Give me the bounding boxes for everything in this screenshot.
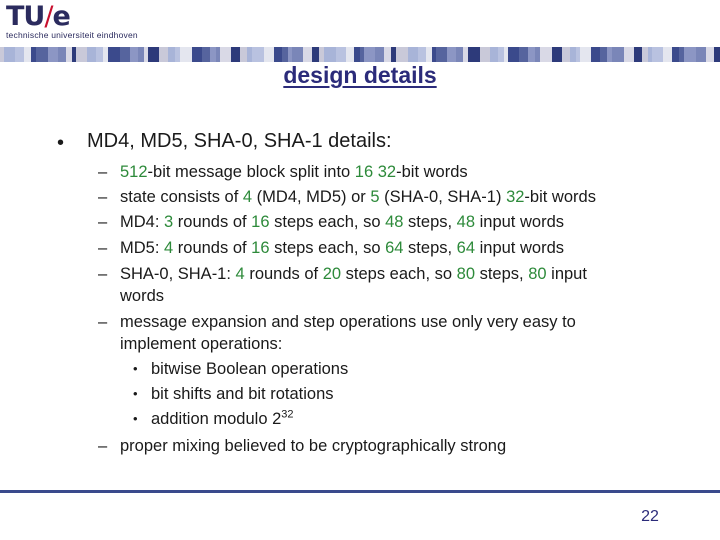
sub-bullet-dot: • xyxy=(133,361,138,376)
list-item: SHA-0, SHA-1: 4 rounds of 20 steps each, so 80 steps, 80 input xyxy=(120,265,587,283)
logo-subtitle: technische universiteit eindhoven xyxy=(6,30,138,40)
list-item: MD5: 4 rounds of 16 steps each, so 64 steps, 64 input words xyxy=(120,239,564,257)
list-item-continuation: words xyxy=(120,287,165,305)
dash-marker: – xyxy=(98,213,108,231)
dash-marker: – xyxy=(98,313,108,331)
list-item: 512-bit message block split into 16 32-bit words xyxy=(120,163,468,181)
sub-list-item: bitwise Boolean operations xyxy=(151,360,349,378)
dash-marker: – xyxy=(98,265,108,283)
dash-marker: – xyxy=(98,188,108,206)
dash-marker: – xyxy=(98,437,108,455)
list-item: proper mixing believed to be cryptographically strong xyxy=(120,437,507,455)
list-item: message expansion and step operations use only very easy to xyxy=(120,313,576,331)
sub-bullet-dot: • xyxy=(133,411,138,426)
sub-list-item: addition modulo $2^{32}$ xyxy=(151,408,294,428)
dash-marker: – xyxy=(98,163,108,181)
footer-rule xyxy=(0,490,720,493)
list-item: MD4: 3 rounds of 16 steps each, so 48 steps, 48 input words xyxy=(120,213,564,231)
page-number: 22 xyxy=(641,508,659,525)
bullet-dot: • xyxy=(57,132,65,154)
dash-marker: – xyxy=(98,239,108,257)
logo-wordmark: TU/e xyxy=(6,1,70,32)
bullet-main-text: MD4, MD5, SHA-0, SHA-1 details: xyxy=(87,130,392,152)
list-item-continuation: implement operations: xyxy=(120,335,283,353)
list-item: state consists of 4 (MD4, MD5) or 5 (SHA-0, SHA-1) 32-bit words xyxy=(120,188,596,206)
slide-title: design details xyxy=(283,62,437,88)
sub-bullet-dot: • xyxy=(133,386,138,401)
sub-list-item: bit shifts and bit rotations xyxy=(151,385,334,403)
